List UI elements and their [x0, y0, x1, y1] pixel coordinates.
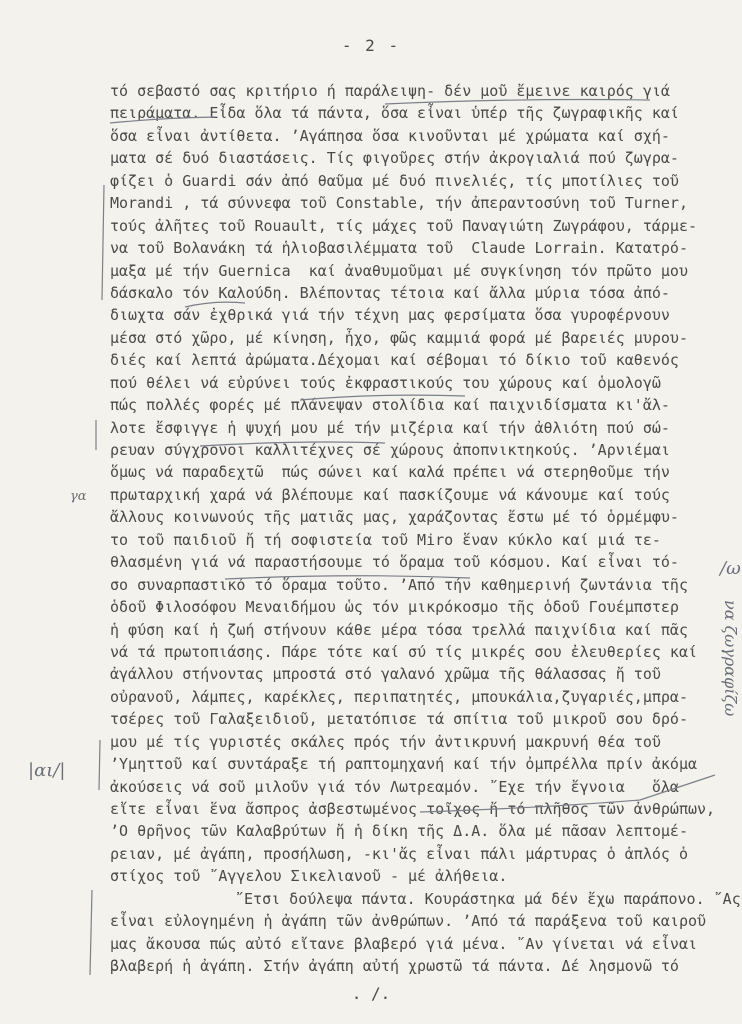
text-line: τούς ἀλῆτες τοῦ Rouault, τίς μάχες τοῦ Παναγιώτη Ζωγράφου, τάρμε- — [110, 216, 697, 235]
text-line: ματα σέ δυό διαστάσεις. Τίς φιγοῦρες στήν ἀκρογιαλιά πού ζωγρα- — [110, 149, 679, 168]
text-line: διωχτα σάν ἐχθρικά γιά τήν τέχνη μας φερσίματα ὅσα γυροφέρνουν — [110, 306, 670, 325]
text-line: πρωταρχική χαρά νά βλέπουμε καί πασκίζουμε νά κάνουμε καί τούς — [110, 485, 670, 504]
handwritten-margin-note-vertical: να ζωγραφίζω — [721, 600, 740, 717]
continuation-mark: . /. — [351, 984, 391, 1003]
text-line: εἴτε εἶναι ἕνα ἄσπρος ἀσβεστωμένος τοῖχος ἤ τό πλῆθος τῶν ἀνθρώπων, — [110, 800, 716, 818]
text-line: να τοῦ Βολανάκη τά ἡλιοβασιλέμματα τοῦ Claude Lorrain. Κατατρό- — [110, 239, 688, 258]
page-number: - 2 - — [341, 36, 401, 55]
text-line: ὅμως νά παραδεχτῶ πώς σώνει καί καλά πρέπει νά στερηθοῦμε τήν — [110, 463, 670, 482]
text-line: νά τά πρωτοπιάσης. Πάρε τότε καί σύ τίς μικρές σου ἐλευθερίες καί — [110, 642, 697, 661]
text-line: εἶναι εὐλογημένη ἡ ἀγάπη τῶν ἀνθρώπων. ʼΑπό τά παράξενα τοῦ καιροῦ — [110, 912, 707, 931]
handwritten-insert: γα — [70, 489, 87, 504]
text-line: Morandi , τά σύννεφα τοῦ Constable, τήν ἀπεραντοσύνη τοῦ Turner, — [110, 194, 688, 213]
text-line: μαξα μέ τήν Guernica καί ἀναθυμοῦμαι μέ συγκίνηση τόν πρῶτο μου — [110, 261, 688, 280]
text-line: διές καί λεπτά ἀρώματα.Δέχομαι καί σέβομαι τό δίκιο τοῦ καθενός — [110, 351, 679, 370]
text-line: οὐρανοῦ, λάμπες, καρέκλες, περιπατητές, μπουκάλια,ζυγαριές,μπρα- — [110, 687, 688, 706]
underline — [300, 395, 465, 400]
text-line: ὅσα εἶναι ἀντίθετα. ʼΑγάπησα ὅσα κινοῦνται μέ χρώματα καί σχή- — [110, 126, 670, 145]
margin-line — [90, 890, 92, 975]
margin-line — [102, 185, 104, 300]
text-line: ʼΟ θρῆνος τῶν Καλαβρύτων ἤ ἡ δίκη τῆς Δ.Α. ὅλα μέ πᾶσαν λεπτομέ- — [110, 822, 688, 841]
underline — [185, 302, 245, 307]
text-line: ρευαν σύγχρονοι καλλιτέχνες σέ χώρους ἀποπνικτηκούς. ʼΑρνιέμαι — [110, 441, 670, 459]
underline — [385, 100, 650, 105]
underline — [225, 576, 470, 579]
text-line: μέσα στό χῶρο, μέ κίνηση, ἦχο, φῶς καμμιά φορά μέ βαρειές μυρου- — [110, 328, 688, 347]
text-line: μας ἄκουσα πώς αὐτό εἴτανε βλαβερό γιά μένα. ῎Αν γίνεται νά εἶναι — [110, 934, 697, 953]
text-line: στίχος τοῦ ῎Αγγελου Σικελιανοῦ - μέ ἀλήθεια. — [110, 867, 508, 886]
text-line: ʼΥμηττοῦ καί συντάραξε τή ραπτομηχανή καί τήν ὀμπρέλλα πρίν ἀκόμα — [110, 755, 697, 774]
handwritten-margin-note: /ω — [720, 558, 741, 579]
text-line: λοτε ἔσφιγγε ἡ ψυχή μου μέ τήν μιζέρια καί τήν ἀθλιότη πού σώ- — [110, 418, 670, 437]
text-line: φίζει ὁ Guardi σάν ἀπό θαῦμα μέ δυό πινελιές, τίς μποτίλιες τοῦ — [110, 171, 679, 190]
text-line: ῎Ετσι δούλεψα πάντα. Κουράστηκα μά δέν ἔχω παράπονο. ῎Ας — [235, 889, 741, 908]
underline — [420, 775, 715, 812]
text-line: ἄλλους κοινωνούς τῆς ματιᾶς μας, χαράζοντας ἔστω μέ τό ὁρμέμφυ- — [110, 508, 679, 527]
text-line: μου μέ τίς γυριστές σκάλες πρός τήν ἀντικρυνή μακρυνή θέα τοῦ — [110, 732, 661, 751]
underline — [110, 117, 215, 123]
text-line: τσέρες τοῦ Γαλαξειδιοῦ, μετατόπισε τά σπίτια τοῦ μικροῦ σου δρό- — [110, 710, 688, 729]
text-line: πειράματα. Εἶδα ὅλα τά πάντα, ὅσα εἶναι ὑπέρ τῆς ζωγραφικῆς καί — [110, 104, 679, 123]
underline — [200, 442, 385, 446]
text-line: δάσκαλο τόν Καλούδη. Βλέποντας τέτοια καί ἄλλα μύρια τόσα ἀπό- — [110, 283, 670, 302]
text-line: ὁδοῦ Φιλοσόφου Μεναιδήμου ὡς τόν μικρόκοσμο τῆς ὁδοῦ Γουέμπστερ — [110, 598, 679, 617]
text-line: πού θέλει νά εὐρύνει τούς ἐκφραστικούς του χώρους καί ὁμολογῶ — [110, 373, 661, 392]
text-line: το τοῦ παιδιοῦ ἤ τή σοφιστεία τοῦ Miro ἕναν κύκλο καί μιά τε- — [110, 530, 661, 549]
text-line: ἀγάλλου στήνοντας μπροστά στό γαλανό χρῶμα τῆς θάλασσας ἤ τοῦ — [110, 665, 661, 684]
text-line: ἀκούσεις νά σοῦ μιλοῦν γιά τόν Λωτρεαμόν. ῎Εχε τήν ἔγνοια ὅλα — [110, 777, 679, 796]
text-line: τό σεβαστό σας κριτήριο ή παράλειψη- δέν μοῦ ἔμεινε καιρός γιά — [110, 82, 670, 100]
text-line: ἡ φύση καί ἡ ζωή στήνουν κάθε μέρα τόσα τρελλά παιχνίδια καί πᾶς — [110, 620, 688, 639]
margin-line — [99, 740, 100, 790]
text-line: ρειαν, μέ ἀγάπη, προσήλωση, -κι'ἄς εἶναι πάλι μάρτυρας ὁ ἁπλός ὁ — [110, 844, 688, 863]
text-line: πώς πολλές φορές μέ πλάνεψαν στολίδια καί παιχνιδίσματα κι'ἄλ- — [110, 396, 670, 415]
text-line: βλαβερή ἡ ἀγάπη. Στήν ἀγάπη αὐτή χρωστῶ τά πάντα. Δέ λησμονῶ τό — [110, 957, 679, 976]
handwritten-margin-left: |αι/| — [28, 760, 66, 781]
text-line: σο συναρπαστικό τό ὅραμα τοῦτο. ʼΑπό τήν καθημερινή ζωντάνια τῆς — [110, 575, 688, 594]
text-line: θλασμένη γιά νά παραστήσουμε τό ὅραμα τοῦ κόσμου. Καί εἶναι τό- — [110, 553, 679, 572]
